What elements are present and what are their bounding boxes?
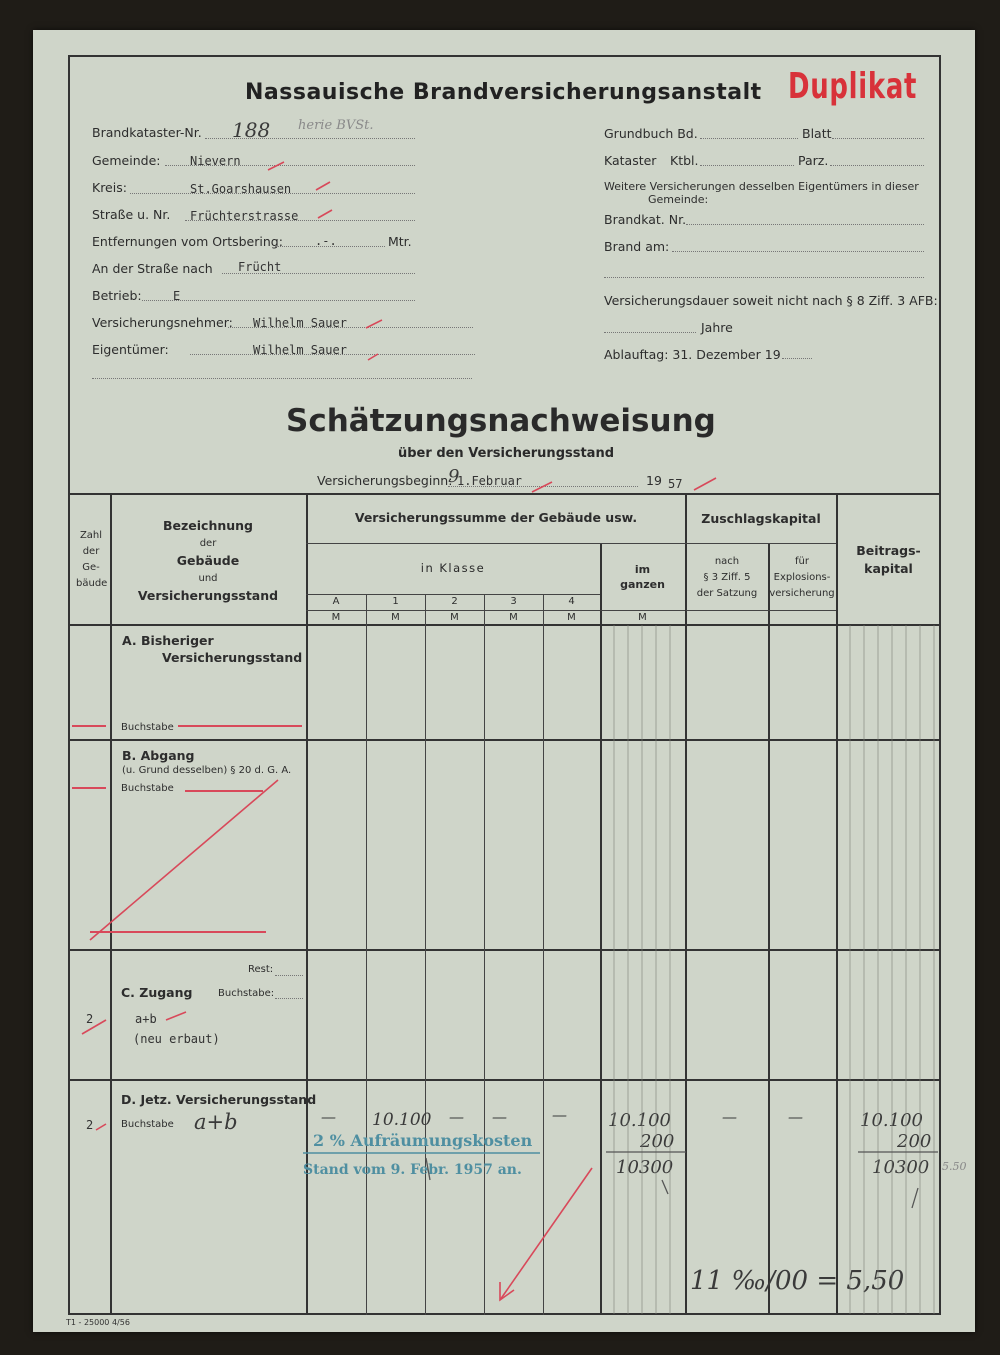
klasse-2-rule [425, 594, 426, 1315]
dauer-label: Versicherungsdauer soweit nicht nach § 8 Ziff. 3 AFB: [604, 293, 938, 308]
parz-label: Parz. [798, 153, 829, 168]
duplikat-stamp: Duplikat [788, 66, 918, 107]
kataster-label: Kataster [604, 153, 657, 168]
bezeichnung-und: und [198, 572, 218, 584]
fuer-2: Explosions- [773, 572, 831, 583]
entry-zuschlag-nach: — [722, 1108, 737, 1126]
beitragskapital-2: kapital [864, 561, 913, 576]
klasse-3: 3 [510, 596, 517, 607]
klasse-1-rule [366, 594, 367, 1315]
entry-beitrag-margin: 5.50 [942, 1160, 967, 1173]
klasse-a: A [332, 596, 340, 607]
col-klasse-end-rule [600, 543, 602, 1315]
nach-1: nach [714, 556, 740, 567]
col-zuschlag-end-rule [836, 493, 838, 1315]
entry-im-ganzen-1: 10.100 [608, 1110, 671, 1131]
unit-1: M [391, 612, 400, 623]
row-c-bottom-rule [68, 1079, 941, 1081]
section-b-zahl-rule-1 [72, 787, 106, 789]
section-a-buchstabe: Buchstabe [121, 722, 174, 733]
strasse-value: Früchterstrasse [190, 209, 299, 223]
section-d-zahl: 2 [86, 1118, 94, 1132]
zahl-header-3: Ge- [82, 562, 100, 573]
klasse-3-rule [484, 594, 485, 1315]
gemeinde-value: Nievern [190, 154, 241, 168]
in-klasse-header: in Klasse [420, 561, 486, 575]
brandkat-label: Brandkat. Nr. [604, 212, 687, 227]
bezeichnung-header: Bezeichnung [163, 518, 253, 533]
entry-klasse-2: — [449, 1108, 464, 1126]
unit-4: M [567, 612, 576, 623]
klasse-letter-top-rule [306, 594, 600, 595]
section-d-buchstabe: Buchstabe [121, 1119, 174, 1130]
beginn-handwritten: 9 [448, 466, 460, 487]
entry-beitrag-2: 200 [897, 1131, 932, 1152]
brandkataster-label: Brandkataster-Nr. [92, 125, 202, 140]
brand-am-label: Brand am: [604, 239, 670, 254]
section-c-note: (neu erbaut) [133, 1032, 220, 1046]
unit-row-rule [600, 610, 685, 611]
im-ganzen-1: im [634, 563, 651, 576]
weitere-line1: Weitere Versicherungen desselben Eigentümers in dieser [604, 180, 919, 193]
eigentuemer-label: Eigentümer: [92, 342, 169, 357]
aufraeumung-stamp: 2 % Aufräumungskosten [313, 1131, 533, 1150]
institution-title: Nassauische Brandversicherungsanstalt [245, 80, 762, 105]
entfernungen-value: .-. [315, 234, 337, 248]
zahl-header-1: Zahl [79, 530, 103, 541]
entry-beitrag-3: 10300 [872, 1157, 930, 1178]
versicherungsbeginn-value: 1.Februar [457, 474, 523, 488]
zuschlagskapital-header: Zuschlagskapital [701, 511, 821, 526]
entry-klasse-1: 10.100 [372, 1110, 432, 1130]
section-b-zahl-rule-2 [90, 931, 266, 933]
entry-klasse-3: — [492, 1108, 507, 1126]
entry-im-ganzen-2: 200 [640, 1131, 675, 1152]
table-header-bottom-rule [68, 624, 941, 626]
versicherungssumme-header: Versicherungssumme der Gebäude usw. [354, 510, 638, 525]
row-b-bottom-rule [68, 949, 941, 951]
section-a-title: A. Bisheriger [122, 633, 214, 648]
grundbuch-label: Grundbuch Bd. [604, 126, 698, 141]
stand-stamp: Stand vom 9. Febr. 1957 an. [303, 1162, 522, 1178]
section-b-buchstabe-rule [185, 790, 263, 792]
entry-zuschlag-fuer: — [788, 1108, 803, 1126]
nach-3: der Satzung [696, 588, 758, 599]
calculation-note: 11 ‰/00 = 5,50 [690, 1266, 905, 1296]
section-b-sub: (u. Grund desselben) § 20 d. G. A. [122, 765, 292, 776]
section-b-buchstabe: Buchstabe [121, 783, 174, 794]
nach-2: § 3 Ziff. 5 [703, 572, 751, 583]
section-c-rest: Rest: [248, 964, 274, 975]
entry-klasse-4: — [552, 1106, 567, 1124]
jahre-label: Jahre [701, 320, 733, 335]
betrieb-value: E [173, 289, 181, 303]
entfernungen-label: Entfernungen vom Ortsbering: [92, 234, 283, 249]
brandkataster-value: 188 [232, 118, 271, 142]
blatt-label: Blatt [802, 126, 832, 141]
ablauftag-label: Ablauftag: 31. Dezember 19 [604, 347, 781, 362]
zahl-header-4: bäude [76, 578, 108, 589]
fuer-1: für [795, 556, 809, 567]
versicherungsnehmer-label: Versicherungsnehmer: [92, 315, 233, 330]
brandkataster-note: herie BVSt. [298, 118, 374, 133]
bezeichnung-der: der [199, 537, 217, 549]
betrieb-label: Betrieb: [92, 288, 142, 303]
section-c-value: a+b [135, 1012, 157, 1026]
zuschlag-subheader-rule [686, 610, 836, 611]
year-prefix: 19 [646, 473, 662, 488]
ktbl-label: Ktbl. [670, 153, 699, 168]
gemeinde-label: Gemeinde: [92, 153, 161, 168]
eigentuemer-value: Wilhelm Sauer [253, 343, 347, 357]
kreis-value: St.Goarshausen [190, 182, 292, 196]
fuer-3: versicherung [769, 588, 835, 599]
versicherungsnehmer-value: Wilhelm Sauer [253, 316, 347, 330]
entry-beitrag-1: 10.100 [860, 1110, 923, 1131]
klasse-1: 1 [392, 596, 399, 607]
klasse-2: 2 [451, 596, 458, 607]
kreis-label: Kreis: [92, 180, 127, 195]
section-b-title: B. Abgang [122, 748, 195, 763]
an-der-strasse-label: An der Straße nach [92, 261, 213, 276]
summe-subheader-rule [306, 543, 836, 544]
section-d-title: D. Jetz. Versicherungsstand [121, 1092, 317, 1107]
bezeichnung-versicherungsstand: Versicherungsstand [137, 588, 279, 603]
klasse-letter-bottom-rule [306, 610, 600, 611]
an-der-strasse-value: Frücht [238, 260, 282, 274]
versicherungsbeginn-label: Versicherungsbeginn: [317, 473, 453, 488]
section-c-buchstabe: Buchstabe: [218, 988, 275, 999]
subtitle: über den Versicherungsstand [398, 446, 615, 461]
strasse-label: Straße u. Nr. [92, 207, 171, 222]
im-ganzen-2: ganzen [620, 578, 665, 591]
col-summe-end-rule [685, 493, 687, 1315]
zahl-header-2: der [82, 546, 100, 557]
unit-3: M [509, 612, 518, 623]
entry-im-ganzen-3: 10300 [616, 1157, 674, 1178]
entfernungen-unit: Mtr. [388, 234, 412, 249]
weitere-line2: Gemeinde: [648, 193, 709, 206]
section-a-buchstabe-rule [178, 725, 302, 727]
section-a-zahl-rule [72, 725, 106, 727]
entry-klasse-a: — [321, 1108, 336, 1126]
form-code: T1 - 25000 4/56 [66, 1318, 130, 1327]
section-d-value: a+b [194, 1110, 238, 1134]
unit-a: M [331, 612, 341, 623]
table-top-rule [68, 493, 941, 495]
col-zahl-rule [110, 493, 112, 1315]
klasse-4-rule [543, 594, 544, 1315]
unit-im-ganzen: M [638, 612, 647, 623]
main-title: Schätzungsnachweisung [286, 403, 716, 439]
col-zuschlag-mid-rule [768, 543, 770, 1315]
unit-2: M [450, 612, 459, 623]
beitragskapital-1: Beitrags- [856, 543, 921, 558]
section-a-title-2: Versicherungsstand [162, 650, 303, 665]
bezeichnung-gebaeude: Gebäude [176, 553, 240, 568]
section-c-zahl: 2 [86, 1012, 94, 1026]
row-a-bottom-rule [68, 739, 941, 741]
section-c-title: C. Zugang [121, 985, 193, 1000]
klasse-4: 4 [568, 596, 575, 607]
year-value: 57 [668, 477, 683, 491]
